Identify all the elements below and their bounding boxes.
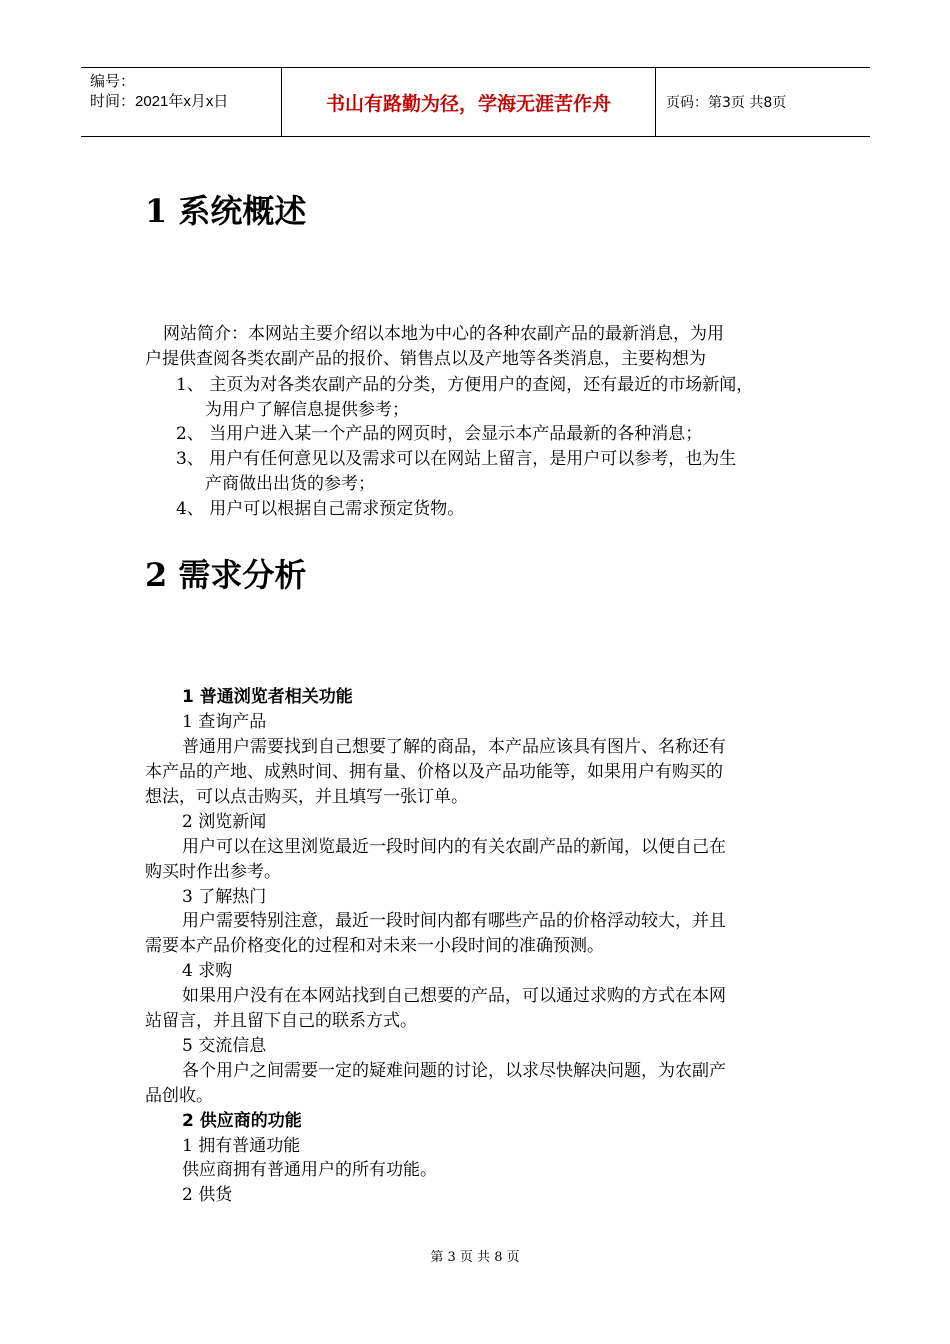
- paragraph-line: 如果用户没有在本网站找到自己想要的产品，可以通过求购的方式在本网: [182, 986, 726, 1006]
- intro-line: 户提供查阅各类农副产品的报价、销售点以及产地等各类消息，主要构想为: [145, 349, 706, 369]
- paragraph-line: 想法，可以点击购买，并且填写一张订单。: [145, 787, 468, 807]
- code-label: 编号：: [90, 73, 136, 90]
- header-page-info: 页码：第3页 共8页: [666, 95, 787, 111]
- paragraph-line: 站留言，并且留下自己的联系方式。: [145, 1011, 417, 1031]
- paragraph-line: 用户需要特别注意，最近一段时间内都有哪些产品的价格浮动较大，并且: [182, 911, 726, 931]
- feature-title: 3 了解热门: [182, 887, 267, 907]
- feature-title: 5 交流信息: [182, 1036, 267, 1056]
- feature-title: 1 查询产品: [182, 712, 267, 732]
- paragraph-line: 供应商拥有普通用户的所有功能。: [182, 1160, 437, 1180]
- feature-title: 4 求购: [182, 961, 233, 981]
- paragraph-line: 购买时作出参考。: [145, 862, 281, 882]
- list-item: 3、 用户有任何意见以及需求可以在网站上留言，是用户可以参考，也为生: [176, 449, 737, 469]
- feature-title: 1 拥有普通功能: [182, 1136, 301, 1156]
- section1-title: 1 系统概述: [145, 192, 307, 230]
- page-footer: 第 3 页 共 8 页: [430, 1250, 520, 1265]
- header-left-cell: [81, 68, 281, 136]
- time-label: 时间：2021年x月x日: [90, 93, 229, 110]
- list-item: 2、 当用户进入某一个产品的网页时，会显示本产品最新的各种消息；: [176, 424, 703, 444]
- feature-title: 2 浏览新闻: [182, 812, 267, 832]
- section2-title: 2 需求分析: [145, 556, 307, 594]
- intro-line: 网站简介：本网站主要介绍以本地为中心的各种农副产品的最新消息，为用: [163, 324, 724, 344]
- paragraph-line: 需要本产品价格变化的过程和对未来一小段时间的准确预测。: [145, 936, 604, 956]
- header-motto: 书山有路勤为径，学海无涯苦作舟: [281, 68, 656, 136]
- subsection-title: 2 供应商的功能: [182, 1111, 302, 1131]
- paragraph-line: 普通用户需要找到自己想要了解的商品，本产品应该具有图片、名称还有: [182, 737, 726, 757]
- list-item: 4、 用户可以根据自己需求预定货物。: [176, 499, 465, 519]
- paragraph-line: 用户可以在这里浏览最近一段时间内的有关农副产品的新闻，以便自己在: [182, 837, 726, 857]
- subsection-title: 1 普通浏览者相关功能: [182, 687, 353, 707]
- paragraph-line: 各个用户之间需要一定的疑难问题的讨论，以求尽快解决问题，为农副产: [182, 1061, 726, 1081]
- page-header: [81, 67, 870, 137]
- paragraph-line: 品创收。: [145, 1086, 213, 1106]
- paragraph-line: 本产品的产地、成熟时间、拥有量、价格以及产品功能等，如果用户有购买的: [145, 762, 723, 782]
- list-item-continuation: 为用户了解信息提供参考；: [205, 400, 409, 420]
- list-item: 1、 主页为对各类农副产品的分类，方便用户的查阅，还有最近的市场新闻，: [176, 375, 754, 395]
- list-item-continuation: 产商做出出货的参考；: [205, 474, 375, 494]
- feature-title: 2 供货: [182, 1185, 233, 1205]
